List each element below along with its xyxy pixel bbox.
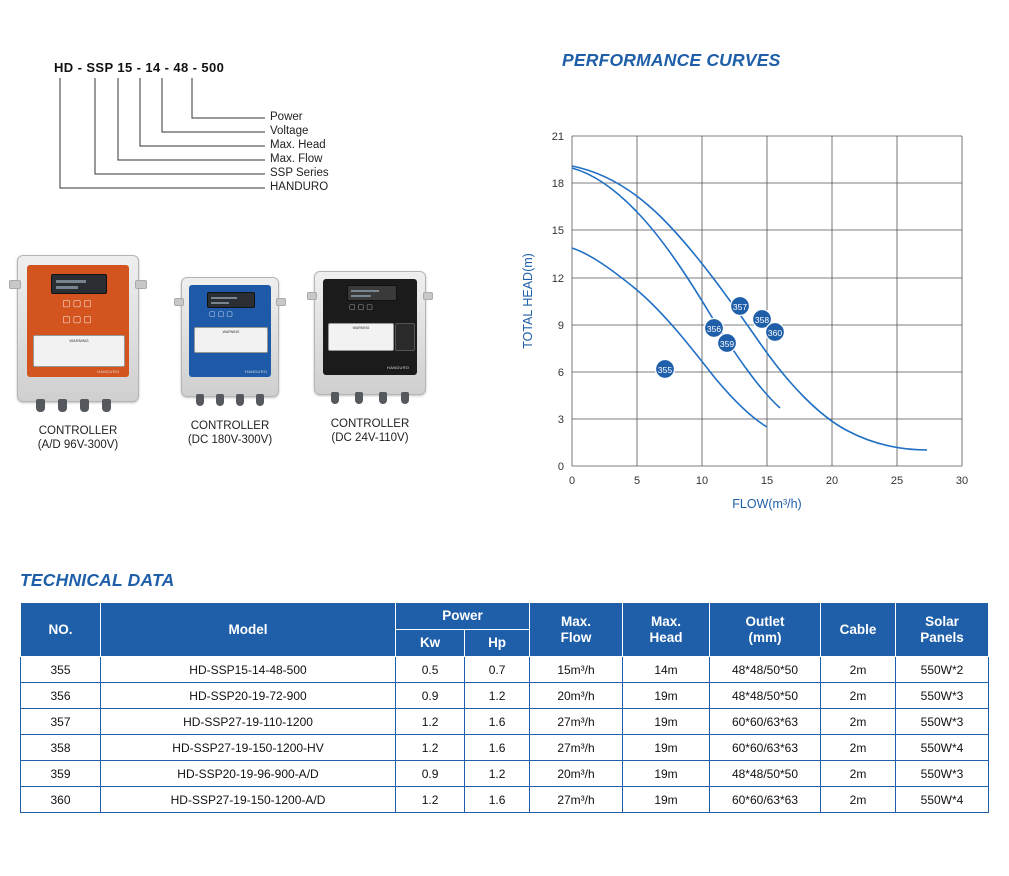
svg-text:360: 360 <box>767 328 783 338</box>
controller-caption-3-line2: (DC 24V-110V) <box>331 432 409 444</box>
svg-text:358: 358 <box>754 315 770 325</box>
cell-hp: 1.6 <box>465 709 530 735</box>
brand-mark: HANDURO <box>97 369 120 374</box>
mount-ear-right <box>423 292 433 300</box>
cell-flow: 20m³/h <box>530 761 623 787</box>
marker-355 <box>656 360 675 379</box>
controller-caption-1 <box>8 424 148 452</box>
model-naming-diagram <box>40 50 440 215</box>
cell-kw: 1.2 <box>396 787 465 813</box>
cell-kw: 0.9 <box>396 761 465 787</box>
warning-label <box>194 327 268 353</box>
cable-gland-1 <box>331 392 339 404</box>
controller-item-dc180-300v <box>170 277 290 447</box>
controller-caption-3-line1: CONTROLLER <box>330 418 410 430</box>
cell-model: HD-SSP15-14-48-500 <box>101 657 396 683</box>
cell-head: 19m <box>623 787 710 813</box>
cell-kw: 1.2 <box>396 735 465 761</box>
curve-355 <box>572 248 770 427</box>
mount-ear-left <box>174 298 184 306</box>
cell-head: 14m <box>623 657 710 683</box>
cell-model: HD-SSP27-19-150-1200-HV <box>101 735 396 761</box>
cable-gland-2 <box>58 399 67 412</box>
cable-gland-1 <box>196 394 204 406</box>
technical-data-table-wrap <box>20 602 989 813</box>
table-row <box>21 657 989 683</box>
x-axis-label: FLOW(m³/h) <box>732 497 802 511</box>
cell-hp: 1.2 <box>465 761 530 787</box>
cell-no: 357 <box>21 709 101 735</box>
cable-gland-4 <box>401 392 409 404</box>
controller-caption-1-line2: (A/D 96V-300V) <box>37 439 119 451</box>
cell-model: HD-SSP27-19-150-1200-A/D <box>101 787 396 813</box>
mount-ear-left <box>9 280 21 289</box>
controller-caption-2-line2: (DC 180V-300V) <box>187 434 273 446</box>
cell-solar: 550W*2 <box>896 657 989 683</box>
table-row <box>21 787 989 813</box>
th-kw: Kw <box>396 630 465 657</box>
controller-image-1 <box>17 255 139 402</box>
table-body <box>21 657 989 813</box>
cell-hp: 1.6 <box>465 735 530 761</box>
th-outlet-l2: (mm) <box>748 629 782 645</box>
naming-label-handuro: HANDURO <box>270 181 329 193</box>
svg-text:25: 25 <box>890 475 904 487</box>
svg-text:0: 0 <box>557 461 564 473</box>
th-solar-l1: Solar <box>925 613 959 629</box>
naming-label-power: Power <box>270 111 303 123</box>
cell-head: 19m <box>623 683 710 709</box>
svg-text:15: 15 <box>551 225 564 237</box>
y-axis-ticks <box>552 131 564 473</box>
warning-text: WARNING <box>352 326 370 330</box>
cell-outlet: 48*48/50*50 <box>710 761 821 787</box>
cell-kw: 1.2 <box>396 709 465 735</box>
cell-model: HD-SSP20-19-72-900 <box>101 683 396 709</box>
performance-title: PERFORMANCE CURVES <box>562 50 781 70</box>
naming-label-max-head: Max. Head <box>270 139 326 151</box>
th-solar-l2: Panels <box>920 629 964 645</box>
mount-ear-right <box>135 280 147 289</box>
svg-text:359: 359 <box>719 339 735 349</box>
svg-text:9: 9 <box>557 320 564 332</box>
controller-status-leds: ▢▢▢ <box>209 311 235 318</box>
svg-text:0: 0 <box>568 475 576 487</box>
th-max-head-l1: Max. <box>650 613 681 629</box>
th-max-head <box>623 603 710 657</box>
cable-gland-4 <box>256 394 264 406</box>
svg-text:355: 355 <box>657 365 673 375</box>
marker-356 <box>705 319 724 338</box>
th-max-flow <box>530 603 623 657</box>
controller-display <box>347 285 397 301</box>
controller-front-panel <box>189 285 271 377</box>
performance-chart <box>490 78 990 511</box>
table-row <box>21 709 989 735</box>
svg-text:15: 15 <box>760 475 774 487</box>
naming-code-text: HD - SSP 15 - 14 - 48 - 500 <box>54 60 225 75</box>
th-hp: Hp <box>465 630 530 657</box>
technical-data-title: TECHNICAL DATA <box>20 570 175 590</box>
cell-outlet: 60*60/63*63 <box>710 709 821 735</box>
technical-data-table <box>20 602 989 813</box>
table-head <box>21 603 989 657</box>
cell-cable: 2m <box>821 683 896 709</box>
cell-solar: 550W*4 <box>896 787 989 813</box>
mount-ear-right <box>276 298 286 306</box>
svg-text:21: 21 <box>551 131 564 143</box>
table-row <box>21 683 989 709</box>
table-header-row-1 <box>21 603 989 630</box>
cell-solar: 550W*3 <box>896 709 989 735</box>
svg-text:6: 6 <box>557 367 564 379</box>
controller-item-ad96-300v <box>8 255 148 452</box>
svg-text:30: 30 <box>955 475 969 487</box>
naming-label-voltage: Voltage <box>270 125 309 137</box>
cell-model: HD-SSP20-19-96-900-A/D <box>101 761 396 787</box>
warning-label <box>328 323 394 351</box>
cell-cable: 2m <box>821 735 896 761</box>
svg-text:20: 20 <box>825 475 839 487</box>
th-outlet <box>710 603 821 657</box>
controller-display <box>51 274 107 294</box>
cell-cable: 2m <box>821 657 896 683</box>
controller-image-2 <box>181 277 279 397</box>
controller-status-leds: ▢▢▢ <box>349 304 375 311</box>
x-axis-ticks <box>569 475 968 487</box>
cable-gland-2 <box>355 392 363 404</box>
cell-head: 19m <box>623 709 710 735</box>
naming-label-ssp-series: SSP Series <box>270 167 329 179</box>
cable-gland-1 <box>36 399 45 412</box>
warning-text: WARNING <box>69 338 89 343</box>
marker-357 <box>731 297 750 316</box>
cell-outlet: 48*48/50*50 <box>710 683 821 709</box>
cell-head: 19m <box>623 735 710 761</box>
cell-outlet: 60*60/63*63 <box>710 787 821 813</box>
chart-gridlines <box>572 136 962 466</box>
controller-caption-2-line1: CONTROLLER <box>190 420 270 432</box>
controller-status-leds: ▢▢▢ <box>62 298 94 308</box>
cell-solar: 550W*4 <box>896 735 989 761</box>
svg-text:5: 5 <box>633 475 641 487</box>
th-power: Power <box>396 603 530 630</box>
th-cable: Cable <box>821 603 896 657</box>
table-row <box>21 735 989 761</box>
svg-text:3: 3 <box>557 414 564 426</box>
th-solar <box>896 603 989 657</box>
cell-hp: 1.6 <box>465 787 530 813</box>
controller-gallery <box>0 255 470 475</box>
controller-front-panel <box>323 279 417 375</box>
warning-label <box>33 335 125 367</box>
table-row <box>21 761 989 787</box>
cell-outlet: 48*48/50*50 <box>710 657 821 683</box>
cell-flow: 20m³/h <box>530 683 623 709</box>
controller-caption-3 <box>300 417 440 445</box>
cell-solar: 550W*3 <box>896 683 989 709</box>
cell-no: 360 <box>21 787 101 813</box>
cell-head: 19m <box>623 761 710 787</box>
th-max-flow-l1: Max. <box>560 613 591 629</box>
svg-text:18: 18 <box>551 178 564 190</box>
controller-item-dc24-110v <box>300 271 440 445</box>
cell-cable: 2m <box>821 761 896 787</box>
controller-front-panel <box>27 265 129 377</box>
performance-curve-section <box>490 38 1000 511</box>
th-max-flow-l2: Flow <box>560 629 592 645</box>
y-axis-label: TOTAL HEAD(m) <box>521 253 535 349</box>
marker-359 <box>718 334 737 353</box>
controller-image-3 <box>314 271 426 395</box>
brand-mark: HANDURO <box>387 365 410 370</box>
cell-flow: 27m³/h <box>530 709 623 735</box>
cell-outlet: 60*60/63*63 <box>710 735 821 761</box>
chart-point-markers <box>656 297 785 379</box>
controller-caption-2 <box>170 419 290 447</box>
svg-text:12: 12 <box>551 273 564 285</box>
cell-hp: 0.7 <box>465 657 530 683</box>
marker-360 <box>766 323 785 342</box>
th-outlet-l1: Outlet <box>745 613 785 629</box>
cell-cable: 2m <box>821 787 896 813</box>
cell-model: HD-SSP27-19-110-1200 <box>101 709 396 735</box>
cable-gland-3 <box>80 399 89 412</box>
cell-no: 358 <box>21 735 101 761</box>
naming-label-max-flow: Max. Flow <box>270 153 323 165</box>
th-max-head-l2: Head <box>649 629 683 645</box>
cable-gland-3 <box>379 392 387 404</box>
cell-no: 355 <box>21 657 101 683</box>
naming-leader-lines <box>40 50 440 215</box>
controller-caption-1-line1: CONTROLLER <box>38 425 118 437</box>
cable-gland-4 <box>102 399 111 412</box>
controller-display <box>207 292 255 308</box>
cell-kw: 0.9 <box>396 683 465 709</box>
cell-cable: 2m <box>821 709 896 735</box>
cell-flow: 15m³/h <box>530 657 623 683</box>
cell-kw: 0.5 <box>396 657 465 683</box>
cable-gland-2 <box>216 394 224 406</box>
terminal-cover <box>395 323 415 351</box>
cell-hp: 1.2 <box>465 683 530 709</box>
svg-text:356: 356 <box>706 324 722 334</box>
svg-text:357: 357 <box>732 302 748 312</box>
cable-gland-3 <box>236 394 244 406</box>
cell-no: 356 <box>21 683 101 709</box>
controller-buttons-row: ▢▢▢ <box>62 314 94 324</box>
mount-ear-left <box>307 292 317 300</box>
cell-solar: 550W*3 <box>896 761 989 787</box>
cell-no: 359 <box>21 761 101 787</box>
brand-mark: HANDURO <box>245 369 268 374</box>
warning-text: WARNING <box>222 330 240 334</box>
svg-text:10: 10 <box>695 475 709 487</box>
cell-flow: 27m³/h <box>530 735 623 761</box>
th-no: NO. <box>21 603 101 657</box>
cell-flow: 27m³/h <box>530 787 623 813</box>
th-model: Model <box>101 603 396 657</box>
